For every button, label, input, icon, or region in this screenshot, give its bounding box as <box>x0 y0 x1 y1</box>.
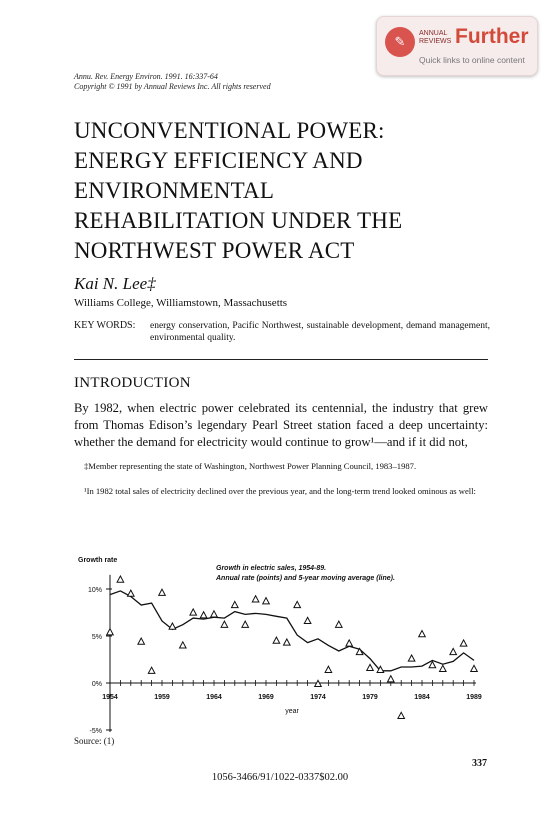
x-tick-label: 1974 <box>310 694 326 701</box>
data-point <box>232 601 239 607</box>
x-tick-label: 1989 <box>466 694 482 701</box>
data-point <box>450 648 457 654</box>
moving-average-line <box>110 591 474 671</box>
data-point <box>107 629 114 635</box>
annual-reviews-logo-icon: ✎ <box>385 27 415 57</box>
data-point <box>117 576 124 582</box>
further-badge[interactable] <box>376 16 538 76</box>
chart-labels <box>78 557 482 735</box>
moving-average-path <box>110 591 474 671</box>
data-point <box>471 665 478 671</box>
data-point <box>419 631 426 637</box>
footnote-text: ¹In 1982 total sales of electricity declined over the previous year, and the long-term trend looked ominous as well: <box>84 486 476 496</box>
journal-citation: Annu. Rev. Energy Environ. 1991. 16:337-64 <box>74 72 218 81</box>
badge-small-text: ANNUAL REVIEWS <box>419 30 452 45</box>
data-point <box>284 639 291 645</box>
x-tick-label: 1984 <box>414 694 430 701</box>
data-point <box>273 637 280 643</box>
copyright-notice: Copyright © 1991 by Annual Reviews Inc. All rights reserved <box>74 82 271 91</box>
data-point <box>346 640 353 646</box>
badge-subtitle: Quick links to online content <box>419 55 525 65</box>
y-tick-label: 10% <box>87 587 102 594</box>
data-point <box>336 621 343 627</box>
x-axis-label: year <box>285 708 299 715</box>
data-point <box>148 667 155 673</box>
x-tick-label: 1969 <box>258 694 274 701</box>
y-axis-label: Growth rate <box>78 557 118 564</box>
author-name: Kai N. Lee‡ <box>74 274 156 293</box>
article-title <box>74 116 494 266</box>
page-number: 337 <box>472 758 487 769</box>
data-point <box>211 611 218 617</box>
data-point <box>169 623 176 629</box>
key-words: energy conservation, Pacific Northwest, sustainable development, demand management, environmental quality. <box>150 321 490 343</box>
data-point <box>398 712 405 718</box>
data-point <box>263 598 270 604</box>
footnote-1 <box>74 486 488 497</box>
data-point <box>200 612 207 618</box>
data-point <box>190 609 197 615</box>
data-point <box>367 664 374 670</box>
data-point <box>128 590 135 596</box>
data-point <box>304 617 311 623</box>
y-tick-label: 0% <box>91 681 102 688</box>
data-point <box>221 621 228 627</box>
key-words-label: KEY WORDS: <box>74 320 136 331</box>
title-line: ENERGY EFFICIENCY AND <box>74 148 363 173</box>
badge-title: Further <box>455 25 529 48</box>
x-tick-label: 1979 <box>362 694 378 701</box>
x-tick-label: 1959 <box>154 694 170 701</box>
data-point <box>388 676 395 682</box>
data-point <box>325 666 332 672</box>
footnote-author <box>74 461 488 472</box>
title-line: ENVIRONMENTAL <box>74 178 275 203</box>
section-divider <box>74 359 488 360</box>
growth-rate-chart <box>74 536 494 736</box>
data-point <box>294 601 301 607</box>
data-point <box>252 596 259 602</box>
introduction-paragraph: By 1982, when electric power celebrated its centennial, the industry that grew from Thomas Edison’s legendary Pearl Street station faced a deep uncertainty: whether the demand for electricity would continue to grow¹—and if it did not, <box>74 401 488 449</box>
data-point <box>159 589 166 595</box>
chart-title: Growth in electric sales, 1954-89. <box>216 565 327 572</box>
title-line: REHABILITATION UNDER THE <box>74 208 403 233</box>
author-affiliation: Williams College, Williamstown, Massachusetts <box>74 297 288 309</box>
data-point <box>138 638 145 644</box>
title-line: UNCONVENTIONAL POWER: <box>74 118 385 143</box>
section-heading-introduction: INTRODUCTION <box>74 375 191 391</box>
footnote-text: ‡Member representing the state of Washington, Northwest Power Planning Council, 1983–1987. <box>84 461 417 471</box>
y-tick-label: -5% <box>89 728 102 735</box>
data-point <box>429 662 436 668</box>
data-point <box>460 640 467 646</box>
x-tick-label: 1954 <box>102 694 118 701</box>
chart-title: Annual rate (points) and 5-year moving average (line). <box>216 575 395 582</box>
data-point <box>408 655 415 661</box>
y-tick-label: 5% <box>91 634 102 641</box>
article-code: 1056-3466/91/1022-0337$02.00 <box>211 772 349 783</box>
data-point <box>180 642 187 648</box>
title-line: NORTHWEST POWER ACT <box>74 238 355 263</box>
chart-source: Source: (1) <box>74 736 115 746</box>
data-point <box>440 665 447 671</box>
data-point <box>242 621 249 627</box>
x-tick-label: 1964 <box>206 694 222 701</box>
